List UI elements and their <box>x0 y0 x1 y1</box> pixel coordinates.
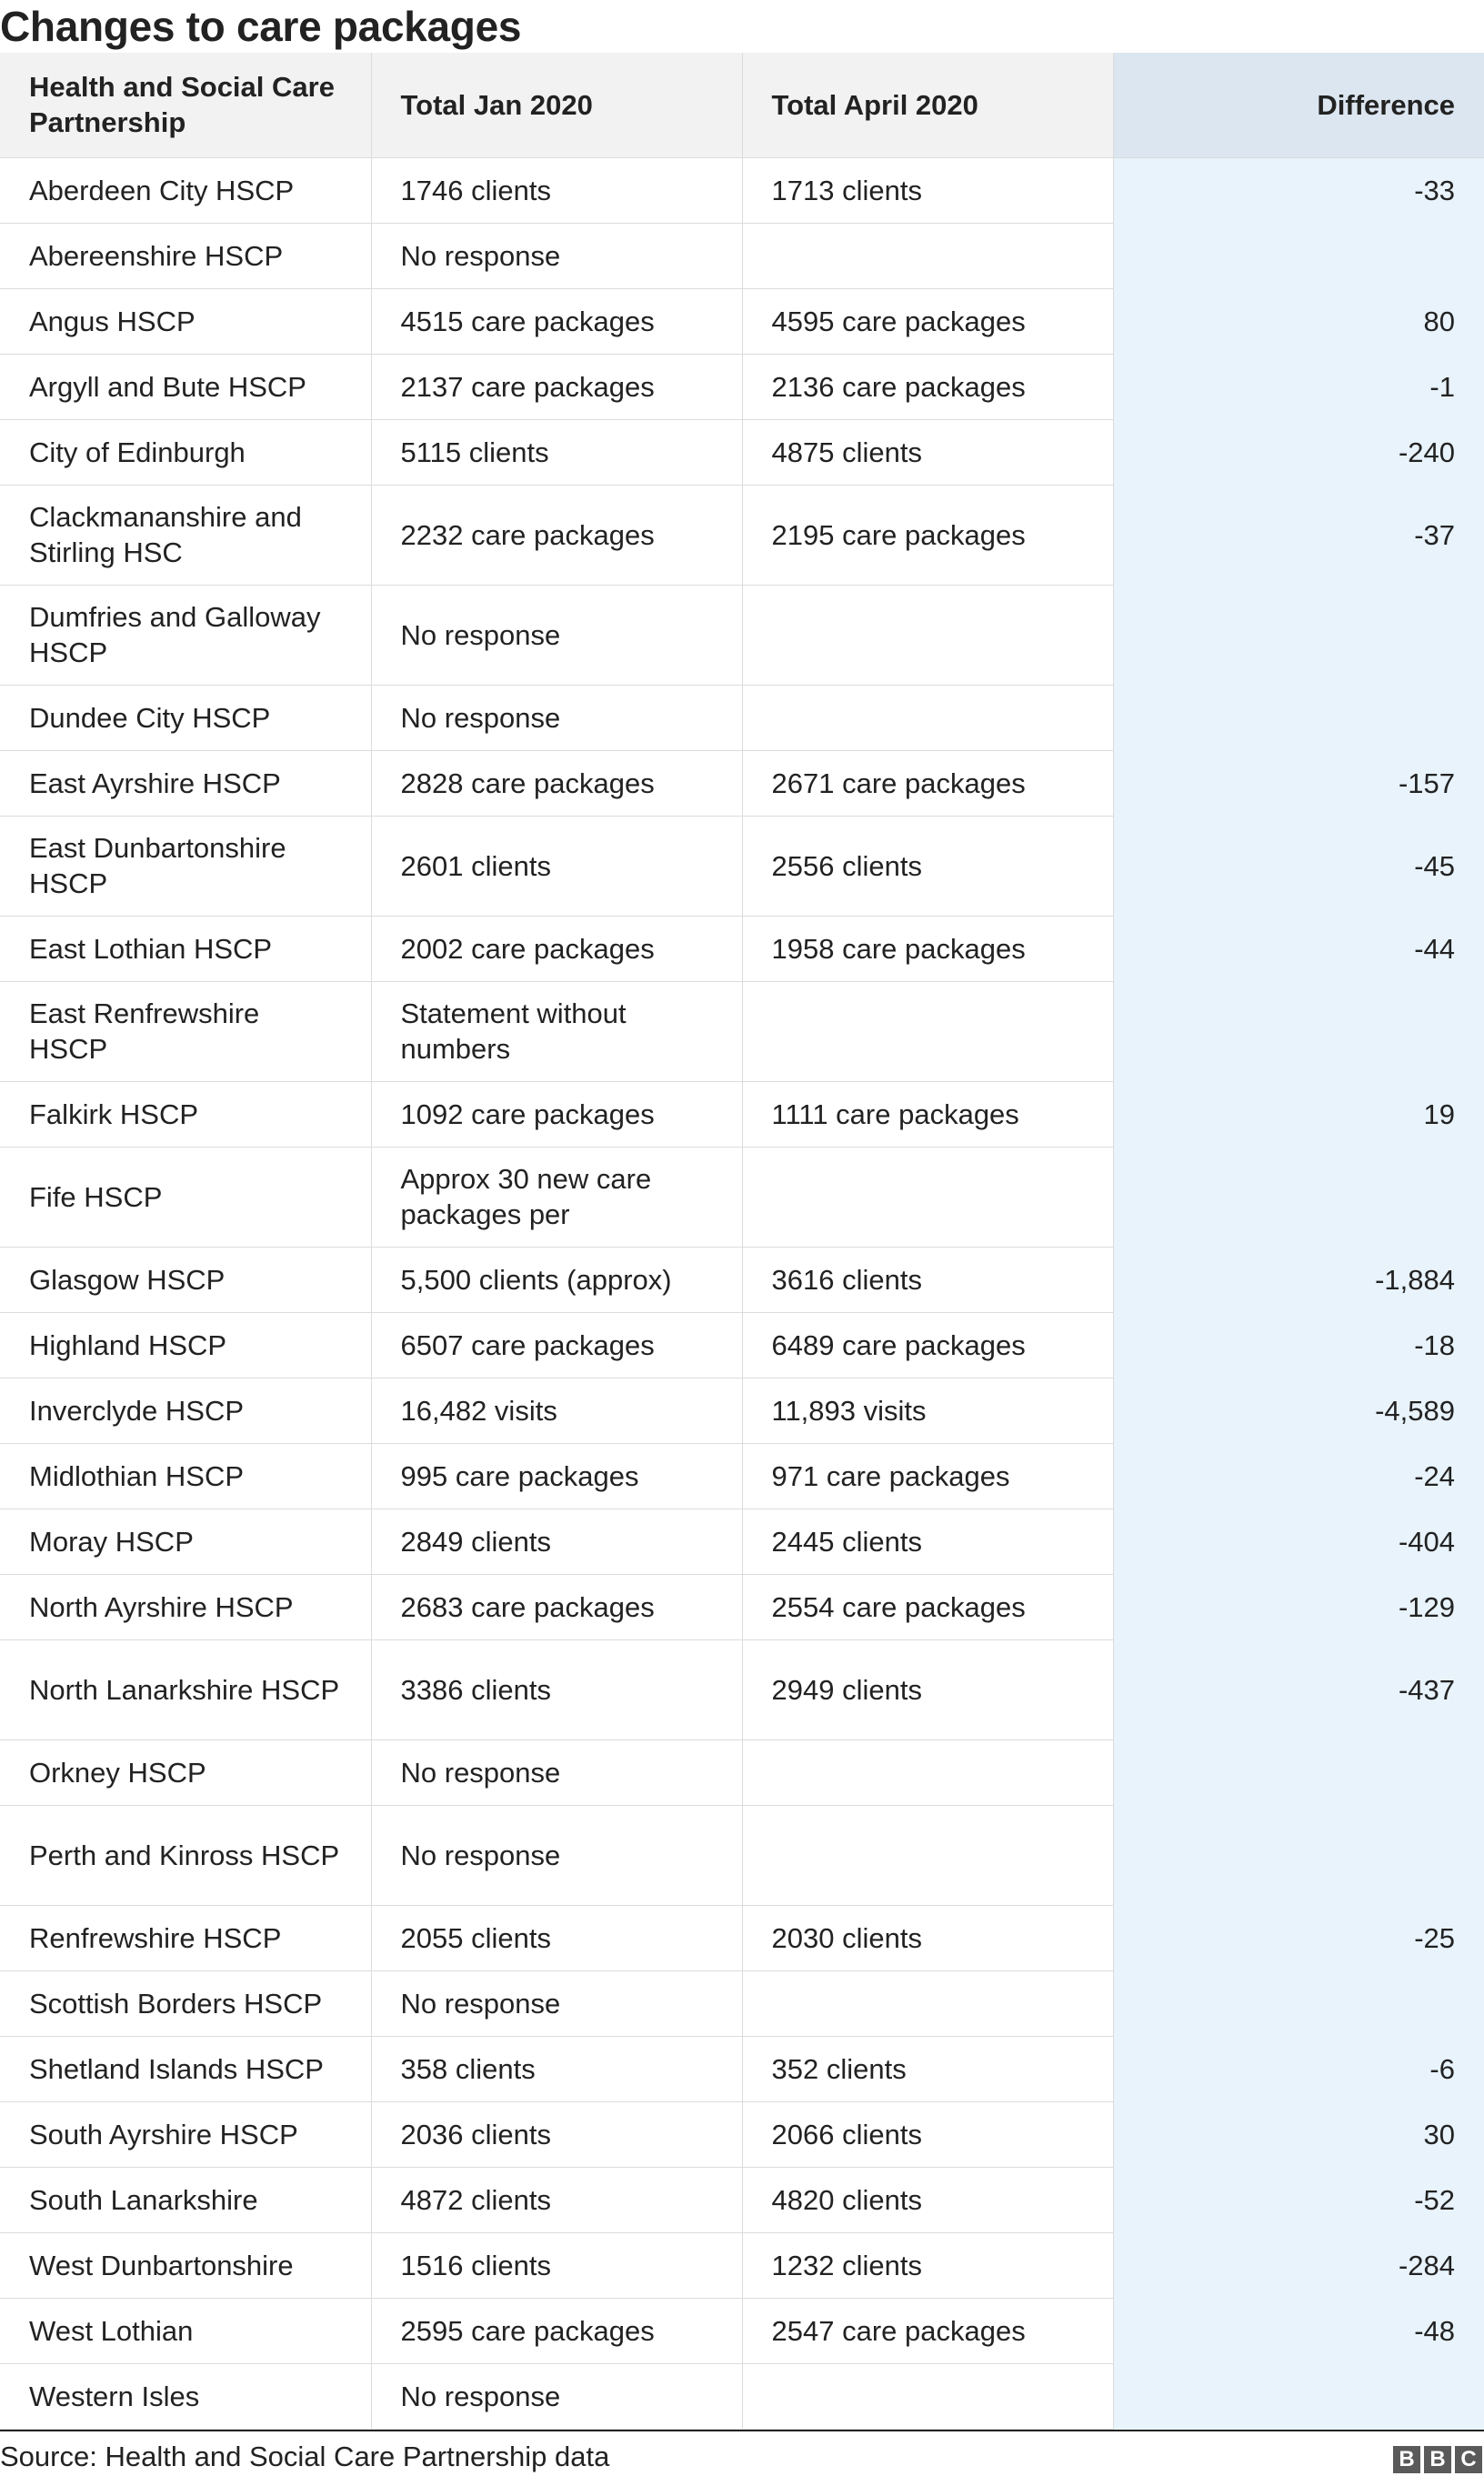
cell-partnership: Midlothian HSCP <box>0 1443 371 1509</box>
cell-partnership: East Dunbartonshire HSCP <box>0 816 371 916</box>
cell-total-april-2020: 1232 clients <box>742 2232 1113 2298</box>
source-note: Source: Health and Social Care Partnership data <box>0 2441 610 2472</box>
cell-difference: -4,589 <box>1113 1378 1484 1443</box>
cell-difference: -37 <box>1113 485 1484 585</box>
table-row <box>0 1509 1484 1574</box>
cell-total-jan-2020: 358 clients <box>371 2036 742 2101</box>
table-row <box>0 750 1484 816</box>
cell-partnership: Western Isles <box>0 2363 371 2429</box>
cell-total-april-2020: 2136 care packages <box>742 354 1113 419</box>
header-total-jan-2020: Total Jan 2020 <box>371 53 742 157</box>
cell-difference: -1,884 <box>1113 1247 1484 1312</box>
cell-difference: -18 <box>1113 1312 1484 1378</box>
cell-total-april-2020: 2671 care packages <box>742 750 1113 816</box>
cell-difference <box>1113 1739 1484 1805</box>
cell-total-jan-2020: 2849 clients <box>371 1509 742 1574</box>
header-row <box>0 53 1484 157</box>
cell-partnership: City of Edinburgh <box>0 419 371 485</box>
cell-total-april-2020 <box>742 1805 1113 1905</box>
care-packages-table <box>0 53 1484 2430</box>
cell-difference: 80 <box>1113 288 1484 354</box>
bbc-logo-letter: C <box>1455 2446 1482 2473</box>
cell-difference: -284 <box>1113 2232 1484 2298</box>
cell-total-jan-2020: 1092 care packages <box>371 1081 742 1147</box>
cell-difference: -157 <box>1113 750 1484 816</box>
cell-total-jan-2020: No response <box>371 1970 742 2036</box>
cell-total-jan-2020: Approx 30 new care packages per <box>371 1147 742 1247</box>
cell-difference <box>1113 1147 1484 1247</box>
cell-partnership: North Lanarkshire HSCP <box>0 1639 371 1739</box>
cell-difference: -6 <box>1113 2036 1484 2101</box>
cell-partnership: Argyll and Bute HSCP <box>0 354 371 419</box>
cell-difference: -1 <box>1113 354 1484 419</box>
table-row <box>0 1312 1484 1378</box>
table-row <box>0 354 1484 419</box>
cell-partnership: Scottish Borders HSCP <box>0 1970 371 2036</box>
table-row <box>0 916 1484 981</box>
cell-total-april-2020: 2195 care packages <box>742 485 1113 585</box>
cell-total-jan-2020: No response <box>371 223 742 288</box>
table-row <box>0 2298 1484 2363</box>
cell-total-jan-2020: 1516 clients <box>371 2232 742 2298</box>
cell-total-jan-2020: 4872 clients <box>371 2167 742 2232</box>
cell-total-jan-2020: 4515 care packages <box>371 288 742 354</box>
cell-difference <box>1113 223 1484 288</box>
cell-partnership: North Ayrshire HSCP <box>0 1574 371 1639</box>
cell-total-april-2020: 1111 care packages <box>742 1081 1113 1147</box>
cell-total-april-2020 <box>742 585 1113 685</box>
table-row <box>0 1805 1484 1905</box>
table-body <box>0 157 1484 2429</box>
cell-total-april-2020: 2445 clients <box>742 1509 1113 1574</box>
table-row <box>0 223 1484 288</box>
cell-partnership: West Lothian <box>0 2298 371 2363</box>
cell-total-april-2020 <box>742 685 1113 750</box>
cell-difference: -129 <box>1113 1574 1484 1639</box>
table-row <box>0 1639 1484 1739</box>
cell-difference: -25 <box>1113 1905 1484 1970</box>
cell-difference: 30 <box>1113 2101 1484 2167</box>
table-row <box>0 816 1484 916</box>
cell-partnership: East Renfrewshire HSCP <box>0 981 371 1081</box>
bbc-logo <box>1393 2446 1482 2473</box>
cell-difference: -404 <box>1113 1509 1484 1574</box>
footer <box>0 2430 1484 2486</box>
cell-total-april-2020 <box>742 223 1113 288</box>
cell-total-april-2020: 4875 clients <box>742 419 1113 485</box>
header-difference: Difference <box>1113 53 1484 157</box>
cell-difference: -48 <box>1113 2298 1484 2363</box>
cell-total-jan-2020: 5,500 clients (approx) <box>371 1247 742 1312</box>
cell-total-jan-2020: 1746 clients <box>371 157 742 223</box>
cell-total-jan-2020: 3386 clients <box>371 1639 742 1739</box>
cell-partnership: Shetland Islands HSCP <box>0 2036 371 2101</box>
cell-difference <box>1113 981 1484 1081</box>
table-row <box>0 1147 1484 1247</box>
cell-total-jan-2020: No response <box>371 685 742 750</box>
table-row <box>0 1970 1484 2036</box>
table-row <box>0 485 1484 585</box>
cell-partnership: South Ayrshire HSCP <box>0 2101 371 2167</box>
cell-total-april-2020: 6489 care packages <box>742 1312 1113 1378</box>
cell-total-jan-2020: 2002 care packages <box>371 916 742 981</box>
cell-partnership: Dundee City HSCP <box>0 685 371 750</box>
bbc-logo-letter: B <box>1424 2446 1451 2473</box>
cell-partnership: Dumfries and Galloway HSCP <box>0 585 371 685</box>
bbc-logo-letter: B <box>1393 2446 1420 2473</box>
cell-total-april-2020: 4820 clients <box>742 2167 1113 2232</box>
table-row <box>0 1905 1484 1970</box>
cell-difference: -240 <box>1113 419 1484 485</box>
cell-difference <box>1113 685 1484 750</box>
cell-total-jan-2020: No response <box>371 2363 742 2429</box>
cell-total-april-2020: 2949 clients <box>742 1639 1113 1739</box>
cell-difference <box>1113 1805 1484 1905</box>
table-row <box>0 685 1484 750</box>
table-row <box>0 157 1484 223</box>
cell-total-april-2020: 971 care packages <box>742 1443 1113 1509</box>
cell-total-jan-2020: No response <box>371 1805 742 1905</box>
cell-partnership: Perth and Kinross HSCP <box>0 1805 371 1905</box>
cell-total-april-2020 <box>742 2363 1113 2429</box>
table-row <box>0 288 1484 354</box>
cell-total-april-2020: 2066 clients <box>742 2101 1113 2167</box>
cell-difference: -24 <box>1113 1443 1484 1509</box>
cell-partnership: Inverclyde HSCP <box>0 1378 371 1443</box>
cell-partnership: East Ayrshire HSCP <box>0 750 371 816</box>
cell-partnership: Glasgow HSCP <box>0 1247 371 1312</box>
cell-total-april-2020: 2554 care packages <box>742 1574 1113 1639</box>
cell-partnership: Highland HSCP <box>0 1312 371 1378</box>
table-row <box>0 419 1484 485</box>
table-row <box>0 1247 1484 1312</box>
cell-partnership: Moray HSCP <box>0 1509 371 1574</box>
table-row <box>0 1574 1484 1639</box>
cell-total-april-2020: 11,893 visits <box>742 1378 1113 1443</box>
header-total-april-2020: Total April 2020 <box>742 53 1113 157</box>
cell-difference <box>1113 1970 1484 2036</box>
cell-partnership: South Lanarkshire <box>0 2167 371 2232</box>
cell-partnership: Abereenshire HSCP <box>0 223 371 288</box>
cell-total-jan-2020: 2055 clients <box>371 1905 742 1970</box>
table-row <box>0 2101 1484 2167</box>
cell-total-jan-2020: 2683 care packages <box>371 1574 742 1639</box>
cell-total-april-2020: 2547 care packages <box>742 2298 1113 2363</box>
cell-partnership: Angus HSCP <box>0 288 371 354</box>
cell-total-april-2020 <box>742 1970 1113 2036</box>
cell-partnership: Orkney HSCP <box>0 1739 371 1805</box>
cell-total-jan-2020: 2595 care packages <box>371 2298 742 2363</box>
cell-total-jan-2020: No response <box>371 1739 742 1805</box>
cell-total-april-2020: 4595 care packages <box>742 288 1113 354</box>
cell-total-april-2020: 2556 clients <box>742 816 1113 916</box>
cell-total-april-2020: 2030 clients <box>742 1905 1113 1970</box>
table-row <box>0 585 1484 685</box>
cell-partnership: Aberdeen City HSCP <box>0 157 371 223</box>
table-row <box>0 1378 1484 1443</box>
cell-total-jan-2020: Statement without numbers <box>371 981 742 1081</box>
cell-difference: 19 <box>1113 1081 1484 1147</box>
table-row <box>0 2232 1484 2298</box>
cell-total-jan-2020: 2828 care packages <box>371 750 742 816</box>
cell-total-jan-2020: 2232 care packages <box>371 485 742 585</box>
cell-total-jan-2020: 6507 care packages <box>371 1312 742 1378</box>
table-row <box>0 1443 1484 1509</box>
cell-partnership: East Lothian HSCP <box>0 916 371 981</box>
cell-total-april-2020 <box>742 981 1113 1081</box>
cell-total-april-2020: 1713 clients <box>742 157 1113 223</box>
cell-total-jan-2020: 2137 care packages <box>371 354 742 419</box>
cell-total-april-2020 <box>742 1739 1113 1805</box>
cell-total-april-2020: 1958 care packages <box>742 916 1113 981</box>
cell-total-jan-2020: 16,482 visits <box>371 1378 742 1443</box>
page-title: Changes to care packages <box>0 3 522 50</box>
cell-partnership: Renfrewshire HSCP <box>0 1905 371 1970</box>
cell-total-jan-2020: 2601 clients <box>371 816 742 916</box>
table-row <box>0 2036 1484 2101</box>
cell-partnership: Clackmananshire and Stirling HSC <box>0 485 371 585</box>
cell-partnership: Falkirk HSCP <box>0 1081 371 1147</box>
cell-difference: -33 <box>1113 157 1484 223</box>
cell-difference: -437 <box>1113 1639 1484 1739</box>
cell-total-april-2020: 352 clients <box>742 2036 1113 2101</box>
cell-difference <box>1113 585 1484 685</box>
cell-total-jan-2020: 995 care packages <box>371 1443 742 1509</box>
table-row <box>0 1739 1484 1805</box>
cell-partnership: Fife HSCP <box>0 1147 371 1247</box>
care-packages-table-container <box>0 53 1484 2430</box>
cell-difference: -52 <box>1113 2167 1484 2232</box>
cell-difference <box>1113 2363 1484 2429</box>
table-row <box>0 2167 1484 2232</box>
table-header <box>0 53 1484 157</box>
cell-difference: -44 <box>1113 916 1484 981</box>
table-row <box>0 981 1484 1081</box>
cell-total-jan-2020: 2036 clients <box>371 2101 742 2167</box>
cell-total-jan-2020: No response <box>371 585 742 685</box>
cell-difference: -45 <box>1113 816 1484 916</box>
table-row <box>0 1081 1484 1147</box>
table-row <box>0 2363 1484 2429</box>
cell-total-jan-2020: 5115 clients <box>371 419 742 485</box>
header-partnership: Health and Social Care Partnership <box>0 53 371 157</box>
cell-total-april-2020 <box>742 1147 1113 1247</box>
cell-total-april-2020: 3616 clients <box>742 1247 1113 1312</box>
cell-partnership: West Dunbartonshire <box>0 2232 371 2298</box>
